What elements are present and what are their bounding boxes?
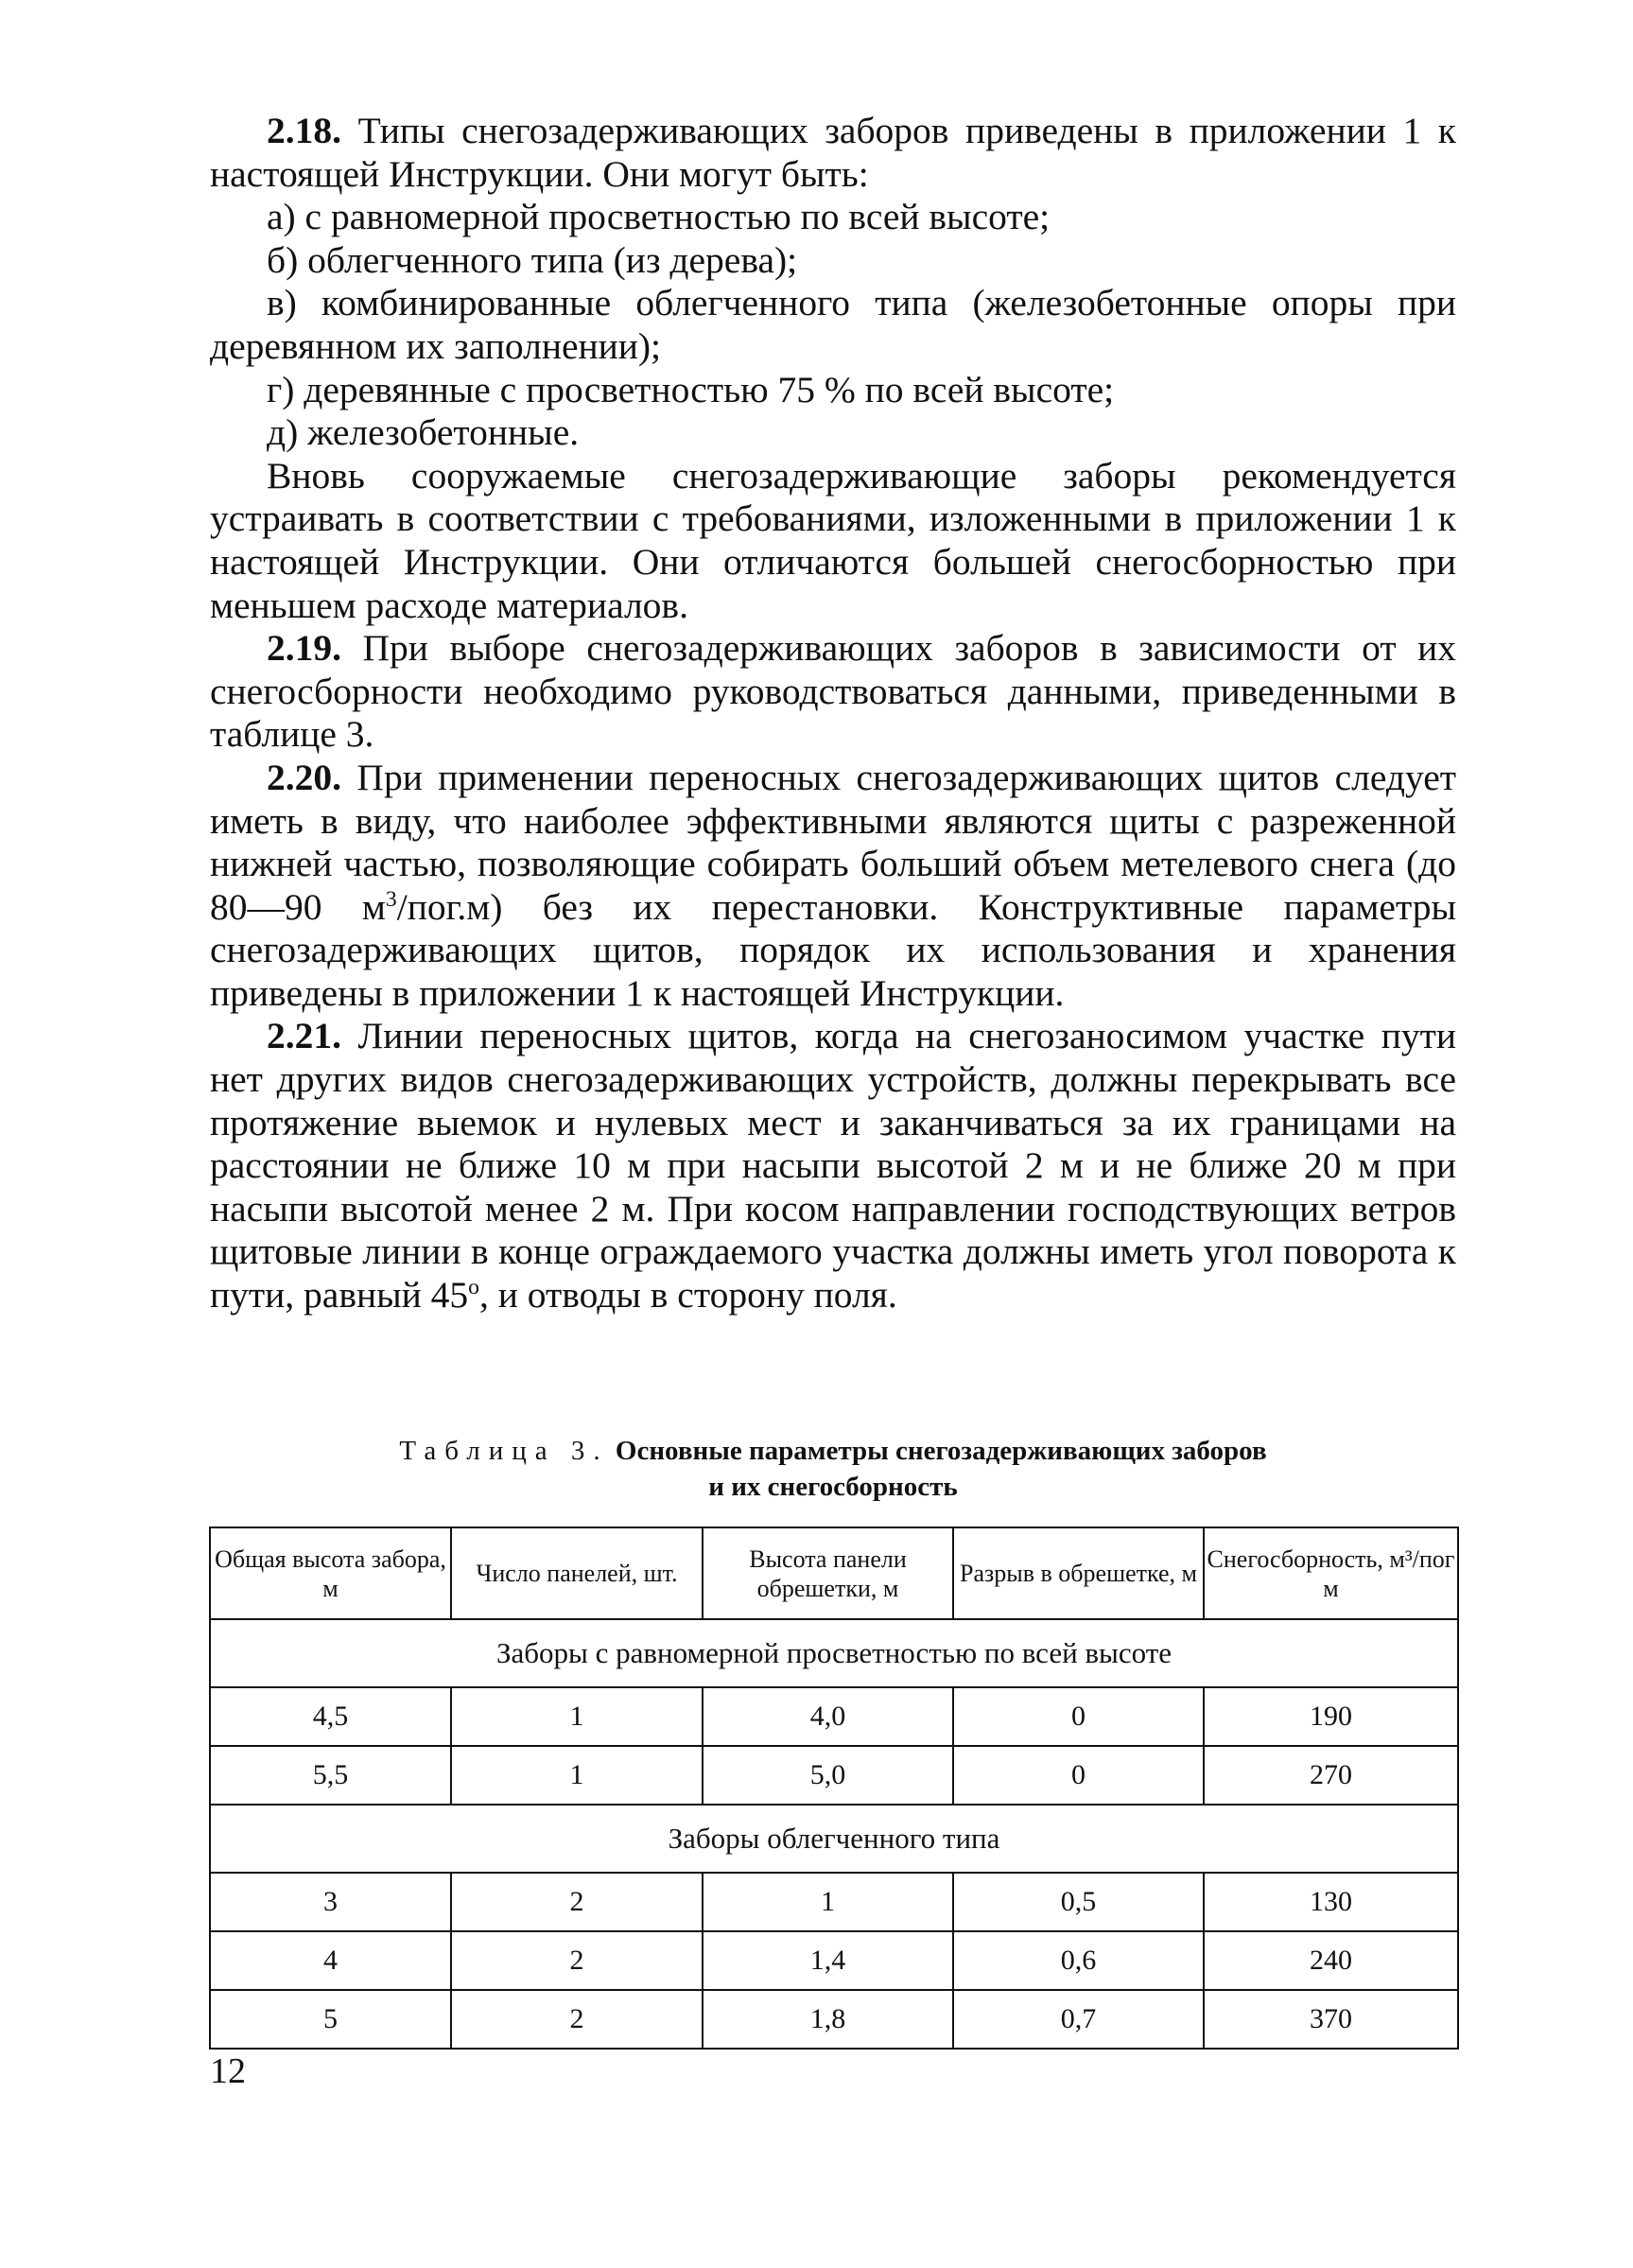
table-group-row — [210, 1619, 1458, 1687]
table-title: Основные параметры снегозадерживающих заборов — [615, 1436, 1267, 1466]
table-cell: 5 — [210, 1990, 451, 2049]
table-cell: 5,5 — [210, 1746, 451, 1805]
paragraph-2-20 — [210, 757, 1456, 1016]
superscript: 3 — [385, 886, 397, 912]
table-row — [210, 1746, 1458, 1805]
list-item-a: а) с равномерной просветностью по всей высоте; — [267, 196, 1051, 238]
table-caption — [210, 1433, 1456, 1505]
table-cell: 370 — [1204, 1990, 1458, 2049]
table-cell: 1,4 — [703, 1931, 953, 1990]
header-total-height: Общая высота забора, м — [210, 1527, 451, 1619]
table-cell: 2 — [451, 1873, 703, 1931]
paragraph-text: При применении переносных снегозадерживающих щитов следует иметь в виду, что наиболее эффективными являются щиты с разреженной нижней частью, позволяющие собирать больший объем метелевого снега (до 80—90 м — [210, 756, 1456, 928]
table-row — [210, 1873, 1458, 1931]
paragraph-2-18 — [210, 110, 1456, 196]
table-cell: 3 — [210, 1873, 451, 1931]
paragraph-2-21 — [210, 1015, 1456, 1317]
table-group-row — [210, 1805, 1458, 1873]
paragraph-text: Линии переносных щитов, когда на снегозаносимом участке пути нет других видов снегозадерживающих устройств, должны перекрывать все протяжение выемок и нулевых мест и заканчиваться за их границами на расстоянии не ближе 10 м при насыпи высотой 2 м и не ближе 20 м при насыпи высотой менее 2 м. При косом направлении господствующих ветров щитовые линии в конце ограждаемого участка должны иметь угол поворота к пути, равный 45 — [210, 1015, 1457, 1317]
paragraph-text-cont: , и отводы в сторону поля. — [479, 1274, 897, 1317]
table-title-line2: и их снегосборность — [708, 1472, 958, 1502]
table-cell: 0,7 — [953, 1990, 1204, 2049]
table-cell: 2 — [451, 1990, 703, 2049]
table-row — [210, 1990, 1458, 2049]
table-row — [210, 1931, 1458, 1990]
list-item-v: в) комбинированные облегченного типа (железобетонные опоры при деревянном их заполнении); — [210, 282, 1456, 367]
table-cell: 4 — [210, 1931, 451, 1990]
table-cell: 2 — [451, 1931, 703, 1990]
table-row — [210, 1687, 1458, 1746]
table-cell: 1 — [703, 1873, 953, 1931]
table-cell: 130 — [1204, 1873, 1458, 1931]
table-cell: 0,5 — [953, 1873, 1204, 1931]
table-cell: 4,0 — [703, 1687, 953, 1746]
table-cell: 270 — [1204, 1746, 1458, 1805]
paragraph-new-fences: Вновь сооружаемые снегозадерживающие заборы рекомендуется устраивать в соответствии с требованиями, изложенными в приложении 1 к настоящей Инструкции. Они отличаются большей снегосборностью при меньшем расходе материалов. — [210, 454, 1456, 626]
header-gap: Разрыв в обрешетке, м — [953, 1527, 1204, 1619]
table-cell: 0,6 — [953, 1931, 1204, 1990]
table-cell: 1 — [451, 1746, 703, 1805]
fence-parameters-table — [209, 1527, 1459, 2050]
table-header-row — [210, 1527, 1458, 1619]
table-cell: 1,8 — [703, 1990, 953, 2049]
table-cell: 4,5 — [210, 1687, 451, 1746]
header-panel-count: Число панелей, шт. — [451, 1527, 703, 1619]
paragraph-2-19 — [210, 627, 1456, 757]
paragraph-text: При выборе снегозадерживающих заборов в зависимости от их снегосборности необходимо руководствоваться данными, приведенными в таблице 3. — [210, 627, 1456, 756]
paragraph-text-cont: /пог.м) без их перестановки. Конструктивные параметры снегозадерживающих щитов, порядок их использования и хранения приведены в приложении 1 к настоящей Инструкции. — [210, 885, 1456, 1014]
list-item-g: г) деревянные с просветностью 75 % по всей высоте; — [267, 368, 1115, 410]
body-text — [210, 110, 1456, 1317]
page-number: 12 — [210, 2051, 246, 2091]
table-label: Таблица 3. — [399, 1436, 609, 1466]
section-number: 2.19. — [267, 627, 341, 670]
list-item-d: д) железобетонные. — [267, 411, 580, 454]
group-title: Заборы облегченного типа — [210, 1805, 1458, 1873]
table-cell: 0 — [953, 1687, 1204, 1746]
degree-superscript: о — [468, 1274, 480, 1300]
header-panel-height: Высота панели обрешетки, м — [703, 1527, 953, 1619]
table-cell: 0 — [953, 1746, 1204, 1805]
section-number: 2.20. — [267, 756, 341, 798]
list-item-b: б) облегченного типа (из дерева); — [267, 238, 798, 281]
group-title: Заборы с равномерной просветностью по всей высоте — [210, 1619, 1458, 1687]
table-cell: 240 — [1204, 1931, 1458, 1990]
section-number: 2.18. — [267, 110, 341, 151]
paragraph-text: Типы снегозадерживающих заборов приведены в приложении 1 к настоящей Инструкции. Они могут быть: — [210, 110, 1456, 195]
table-cell: 190 — [1204, 1687, 1458, 1746]
header-snow-capacity: Снегосборность, м³/пог м — [1204, 1527, 1458, 1619]
section-number: 2.21. — [267, 1015, 341, 1057]
table-cell: 1 — [451, 1687, 703, 1746]
table-cell: 5,0 — [703, 1746, 953, 1805]
